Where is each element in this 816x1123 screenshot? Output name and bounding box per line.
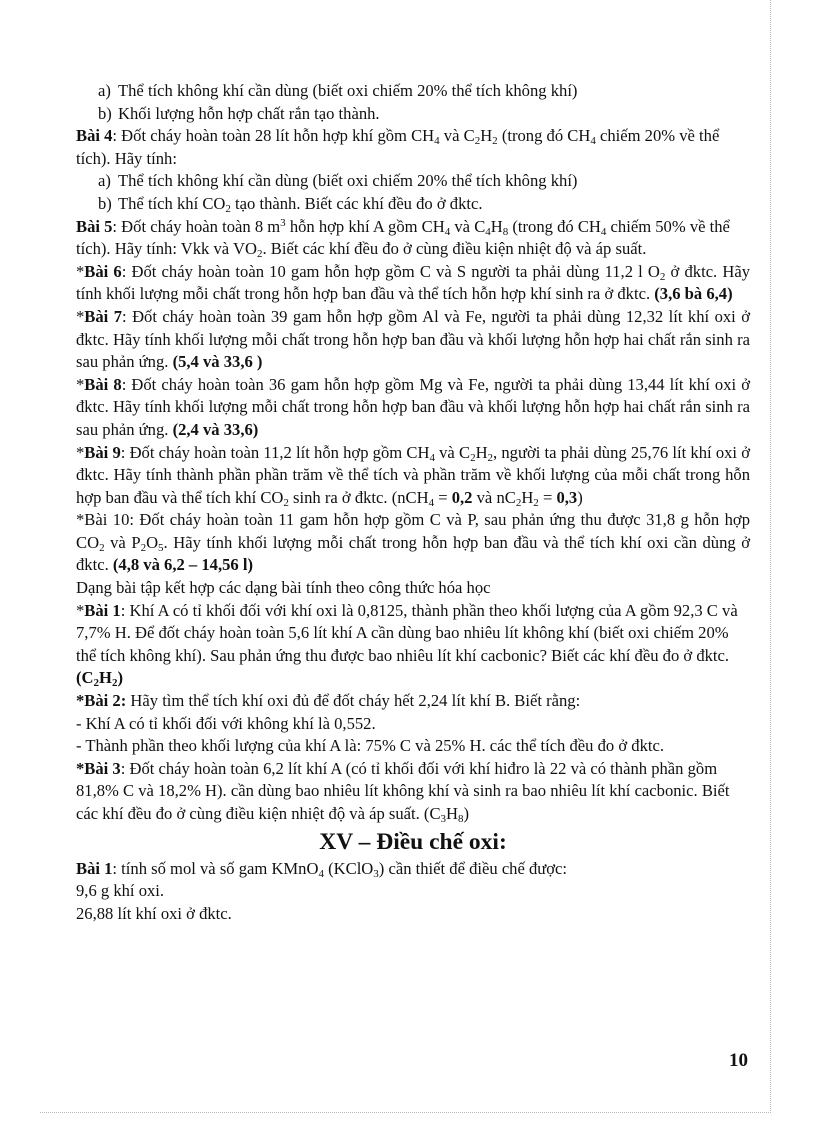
star-mark: * bbox=[76, 600, 85, 620]
text: : tính số mol và số gam KMnO bbox=[112, 858, 319, 878]
subscript: 3 bbox=[440, 813, 447, 825]
subscript: 8 bbox=[502, 225, 509, 238]
subscript: 4 bbox=[444, 225, 451, 238]
condition-line: - Khí A có tỉ khối đối với không khí là 0,552. bbox=[76, 713, 376, 733]
exercise-7 bbox=[76, 306, 750, 374]
text: O bbox=[146, 532, 159, 552]
text: : Khí A có tỉ khối đối với khí oxi là 0,8125, thành phần theo khối lượng của A gồm 92,3 C và 7,7% H. Để đốt cháy hoàn toàn 5,6 lít khí A cần dùng bao nhiêu lít không khí (biết oxi chiếm 20% thể tích không khí). Sau phản ứng thu được bao nhiêu lít khí cacbonic? Biết các khí đều đo ở đktc. bbox=[76, 600, 738, 665]
subscript: 8 bbox=[458, 813, 464, 825]
exercise-label: Bài 1 bbox=[76, 858, 113, 878]
exercise-label: Bài 5 bbox=[76, 216, 113, 236]
exercise-label: *Bài 3 bbox=[76, 758, 121, 778]
prep-exercise-1 bbox=[76, 858, 750, 881]
item-label: b) bbox=[98, 193, 112, 213]
item-a bbox=[98, 80, 750, 103]
exercise-label: Bài 9 bbox=[84, 442, 121, 462]
exercise-label: *Bài 2: bbox=[76, 691, 127, 711]
text: ở đktc. Hãy tính khối lượng mỗi chất trong hỗn hợp ban đầu và thể tích hỗn hợp khí sinh ra ở đktc. bbox=[76, 261, 751, 304]
text: H bbox=[475, 442, 488, 462]
section-heading: XV – Điều chế oxi: bbox=[319, 828, 507, 855]
text: ) bbox=[463, 804, 470, 823]
answer-part: H bbox=[99, 668, 112, 688]
subscript: 2 bbox=[659, 270, 666, 283]
item-text: Thể tích không khí cần dùng (biết oxi chiếm 20% thể tích không khí) bbox=[118, 171, 578, 191]
text: chiếm 50% về thể tích). Hãy tính: Vkk và VO bbox=[76, 216, 730, 259]
exercise-label: Bài 6 bbox=[84, 261, 122, 281]
exercise-label: Bài 4 bbox=[76, 126, 113, 146]
prep-item: 26,88 lít khí oxi ở đktc. bbox=[76, 903, 232, 923]
subscript: 2 bbox=[111, 677, 118, 690]
exercise-label: Bài 1 bbox=[84, 600, 121, 620]
exercise-9 bbox=[76, 442, 750, 510]
combined-exercise-2 bbox=[76, 690, 750, 713]
answer: 0,3 bbox=[556, 487, 578, 507]
exercise-label: Bài 8 bbox=[84, 374, 122, 394]
answer: (4,8 và 6,2 – 14,56 l) bbox=[112, 555, 253, 575]
subscript: 2 bbox=[474, 135, 481, 148]
answer: (2,4 và 33,6) bbox=[172, 419, 259, 439]
page-number: 10 bbox=[729, 1050, 748, 1071]
text: : Đốt cháy hoàn toàn 10 gam hỗn hợp gồm C và S người ta phải dùng 11,2 l O bbox=[121, 261, 660, 281]
text: H bbox=[480, 126, 493, 146]
item-label: b) bbox=[98, 103, 112, 123]
page-content bbox=[76, 80, 750, 925]
subscript: 2 bbox=[470, 451, 476, 464]
text: = bbox=[434, 487, 452, 507]
text: Hãy tìm thể tích khí oxi đủ để đốt cháy hết 2,24 lít khí B. Biết rằng: bbox=[126, 691, 581, 711]
text: H bbox=[521, 487, 534, 507]
text: : Đốt cháy hoàn toàn 8 m bbox=[112, 216, 281, 236]
superscript: 3 bbox=[280, 216, 286, 229]
subscript: 2 bbox=[93, 677, 100, 690]
subscript: 4 bbox=[600, 225, 607, 238]
item-label: a) bbox=[98, 81, 111, 100]
section-subtitle: Dạng bài tập kết hợp các dạng bài tính theo công thức hóa học bbox=[76, 578, 491, 598]
prep-item: 9,6 g khí oxi. bbox=[76, 881, 165, 901]
text: = bbox=[538, 487, 557, 507]
text: : Đốt cháy hoàn toàn 36 gam hỗn hợp gồm Mg và Fe, người ta phải dùng 13,44 lít khí oxi ở đktc. Hãy tính khối lượng mỗi chất trong hỗn hợp ban đầu và khối lượng hỗn hợp hai chất rắn sinh ra sau phản ứng. bbox=[76, 374, 751, 439]
answer: 0,2 bbox=[451, 487, 473, 507]
combined-exercise-3 bbox=[76, 758, 750, 826]
item-text: Khối lượng hỗn hợp chất rắn tạo thành. bbox=[118, 103, 380, 123]
item-text: Thể tích khí CO bbox=[118, 193, 226, 213]
subscript: 2 bbox=[492, 135, 498, 148]
exercise-10 bbox=[76, 509, 750, 577]
subscript: 2 bbox=[140, 541, 147, 554]
subscript: 2 bbox=[99, 541, 105, 554]
item-text: Thể tích không khí cần dùng (biết oxi chiếm 20% thể tích không khí) bbox=[118, 81, 578, 100]
subscript: 5 bbox=[158, 541, 164, 554]
text: : Đốt cháy hoàn toàn 39 gam hỗn hợp gồm Al và Fe, người ta phải dùng 12,32 lít khí oxi ở đktc. Hãy tính khối lượng mỗi chất trong hỗn hợp ban đầu và khối lượng hỗn hợp hai chất rắn sinh ra sau phản ứng. bbox=[76, 306, 751, 372]
star-mark: * bbox=[76, 374, 85, 394]
text: H bbox=[490, 216, 503, 236]
star-mark: * bbox=[76, 442, 85, 462]
item-label: a) bbox=[98, 171, 111, 191]
subscript: 4 bbox=[318, 867, 324, 880]
text: H bbox=[446, 804, 459, 823]
text: hỗn hợp khí A gồm CH bbox=[285, 216, 445, 236]
answer: (5,4 và 33,6 ) bbox=[172, 352, 263, 372]
exercise-4 bbox=[76, 125, 750, 170]
exercise-6 bbox=[76, 261, 750, 306]
text: chiếm 20% về thể tích). Hãy tính: bbox=[76, 126, 720, 168]
subscript: 4 bbox=[429, 451, 435, 464]
subscript: 4 bbox=[428, 496, 435, 509]
text: và C bbox=[434, 442, 471, 462]
star-mark: * bbox=[76, 306, 85, 326]
text: và P bbox=[104, 532, 141, 552]
condition-line: - Thành phần theo khối lượng của khí A là: 75% C và 25% H. các thể tích đều đo ở đktc. bbox=[76, 736, 664, 756]
item-b bbox=[98, 103, 750, 126]
answer bbox=[76, 668, 123, 690]
exercise-5 bbox=[76, 216, 750, 261]
star-mark: * bbox=[76, 261, 85, 281]
item-a bbox=[98, 170, 750, 193]
subscript: 4 bbox=[590, 135, 596, 148]
subscript: 2 bbox=[225, 202, 231, 215]
text: và C bbox=[439, 126, 475, 146]
item-b bbox=[98, 193, 750, 216]
subscript: 2 bbox=[515, 496, 522, 509]
exercise-8 bbox=[76, 374, 750, 442]
text: : Đốt cháy hoàn toàn 11,2 lít hỗn hợp gồm CH bbox=[120, 442, 430, 462]
text: (KClO bbox=[323, 858, 374, 878]
text: và C bbox=[450, 216, 486, 236]
subscript: 2 bbox=[283, 496, 289, 509]
answer: (3,6 bà 6,4) bbox=[654, 284, 733, 304]
exercise-label: Bài 7 bbox=[84, 306, 123, 326]
answer-part: ) bbox=[117, 668, 123, 688]
subscript: 2 bbox=[487, 451, 494, 464]
subscript: 4 bbox=[485, 225, 491, 238]
text: (trong đó CH bbox=[508, 216, 601, 236]
text: ) cần thiết để điều chế được: bbox=[378, 858, 568, 878]
answer-part: (C bbox=[76, 668, 94, 688]
text: *Bài 10: Đốt cháy hoàn toàn 11 gam hỗn hợp gồm C và P, sau phản ứng thu được 31,8 g hỗn hợp CO bbox=[76, 510, 750, 552]
text: . Hãy tính khối lượng mỗi chất trong hỗn hợp ban đầu và thể tích khí oxi cần dùng ở đktc. bbox=[76, 532, 750, 575]
subscript: 3 bbox=[373, 867, 379, 880]
text: ) bbox=[577, 487, 583, 507]
text: (trong đó CH bbox=[497, 126, 591, 146]
combined-exercise-1 bbox=[76, 600, 750, 690]
subscript: 2 bbox=[533, 496, 539, 509]
text: sinh ra ở đktc. (nCH bbox=[288, 487, 429, 507]
subscript: 2 bbox=[256, 248, 263, 261]
text: , người ta phải dùng 25,76 lít khí oxi ở đktc. Hãy tính thành phần phần trăm về thể tích và phần trăm về khối lượng của mỗi chất trong hỗn hợp ban đầu và thể tích khí CO bbox=[76, 442, 751, 507]
text: : Đốt cháy hoàn toàn 6,2 lít khí A (có tỉ khối đối với khí hiđro là 22 và có thành phần gồm 81,8% C và 18,2% H). cần dùng bao nhiêu lít không khí và sinh ra bao nhiêu lít khí cacbonic. Biết các khí đều đo ở cùng điều kiện nhiệt độ và áp suất. (C bbox=[76, 758, 730, 823]
subscript: 4 bbox=[434, 135, 440, 148]
item-text: tạo thành. Biết các khí đều đo ở đktc. bbox=[230, 193, 483, 213]
text: và nC bbox=[472, 487, 516, 507]
text: . Biết các khí đều đo ở cùng điều kiện nhiệt độ và áp suất. bbox=[262, 239, 647, 259]
text: : Đốt cháy hoàn toàn 28 lít hỗn hợp khí gồm CH bbox=[112, 126, 435, 146]
